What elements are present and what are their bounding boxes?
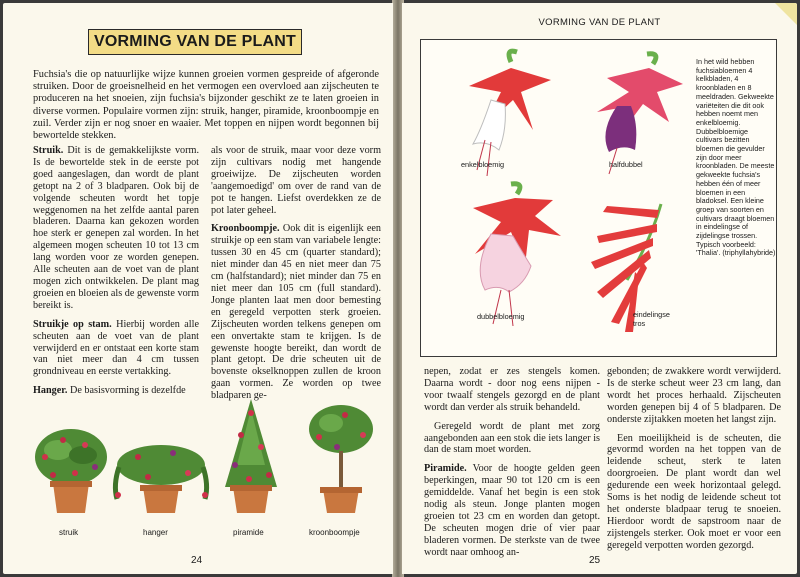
stam-heading: Struikje op stam. <box>33 318 112 330</box>
piramide-heading: Piramide. <box>424 463 467 475</box>
flower-types-figure <box>420 39 777 357</box>
piramide-continued: gebonden; de zwakkere wordt verwijderd. Is de sterke scheut weer 23 cm lang, dan wordt het proces herhaald. Zijscheuten worden genepen bij 4 of 5 bladparen. De onderste zijtakken moeten het langst zijn. <box>607 366 781 425</box>
plant-forms-illustration <box>23 395 385 547</box>
right-column-1 <box>424 366 600 559</box>
label-eindelingse-tros: eindelingse tros <box>633 310 670 328</box>
left-page <box>3 3 393 574</box>
stam-text: Hierbij worden alle scheuten aan de voet van de plant verwijderd en er ontstaat een korte stam van niet meer dan 4 cm tussen grondniveau en eerste vertakking. <box>33 318 199 378</box>
hanger-text: De basisvorming is dezelfde <box>67 385 186 397</box>
hanger-heading: Hanger. <box>33 385 68 397</box>
plant-label-struik: struik <box>59 528 79 537</box>
plant-label-hanger: hanger <box>143 528 168 537</box>
kroon-heading: Kroonboompje. <box>211 223 280 235</box>
halfdubbel-flower-drawing <box>597 54 683 174</box>
left-column-1 <box>33 145 199 404</box>
page-title: VORMING VAN DE PLANT <box>88 29 302 55</box>
piramide-paragraph <box>424 463 600 558</box>
hanger-continued: als voor de struik, maar voor deze vorm zijn cultivars nodig met hangende groeiwijze. De zijscheuten worden 'aangemoedigd' om over de rand van de pot te hangen. Liefst overdekken ze de pot later geheel. <box>211 145 381 216</box>
hanger-plant-drawing <box>115 445 208 513</box>
aanbinden-paragraph: Geregeld wordt de plant met zorg aangebonden aan een stok die iets langer is dan de stam moet worden. <box>424 420 600 456</box>
label-halfdubbel: halfdubbel <box>609 160 643 169</box>
piramide-plant-drawing <box>225 399 277 513</box>
left-column-2 <box>211 145 381 409</box>
plant-forms-drawing <box>23 395 385 527</box>
figure-caption: In het wild hebben fuchsiabloemen 4 kelkbladen, 4 kroonbladen en 8 meeldraden. Gekweekte variëteiten die dit ook hebben noemt men enkelbloemig. Dubbelbloemige cultivars bezitten bloemen die gevulder zijn door meer kroonbladen. De meeste gekweekte fuchsia's hebben één of meer bloemen in een bladoksel. Een kleine groep van soorten en cultivars draagt bloemen in eindelingse of zijdelingse trossen. Typisch voorbeeld: 'Thalia'. (triphyllahybride) <box>696 57 776 258</box>
right-column-2 <box>607 366 781 552</box>
kroonboompje-plant-drawing <box>309 405 373 513</box>
struik-heading: Struik. <box>33 145 64 156</box>
label-enkelbloemig: enkelbloemig <box>461 160 504 169</box>
struik-plant-drawing <box>35 429 107 513</box>
moeilijkheid-paragraph: Een moeilijkheid is de scheuten, die gevormd worden na het toppen van de leidende scheut, sterk te laten doorgroeien. De plant wordt dan wel gedurende een week horizontaal gelegd. Soms is het nodig de leidende scheut tot het onderste bladpaar terug te snoeien. Hierdoor wordt de sapstroom naar de zijstengels sterker. Ook moet er voor een geregeld verpotten worden gezorgd. <box>607 432 781 551</box>
kroon-paragraph <box>211 223 381 402</box>
running-header: VORMING VAN DE PLANT <box>538 17 661 28</box>
page-number-right: 25 <box>589 555 601 566</box>
kroon-continued: nepen, zodat er zes stengels komen. Daarna wordt - door nog eens nijpen - voor twaalf stengels gezorgd en de plant wordt dan verder als struik behandeld. <box>424 366 600 413</box>
plant-label-kroonboompje: kroonboompje <box>309 528 360 537</box>
struik-paragraph <box>33 145 199 312</box>
right-page <box>402 3 797 574</box>
enkelbloemig-flower-drawing <box>469 51 551 176</box>
piramide-text: Voor de hoogte gelden geen beperkingen, maar 90 tot 120 cm is een gemiddelde. Vanaf het begin is een stok nodig als steun. Jonge planten mogen groeien tot 23 cm en worden dan getopt. De scheuten mogen drie of vier paar bladeren vormen. De sterkste van de twee wordt naar omhoog an- <box>424 463 600 558</box>
intro-paragraph: Fuchsia's die op natuurlijke wijze kunnen groeien vormen gespreide of afgeronde struiken. Door de groeisnelheid en het vermogen een overvloed aan zijscheuten te produceren na het snoeien, zijn fuchsia's bijzonder geschikt ze te laten groeien in diverse vormen. Populaire vormen zijn: struik, hanger, piramide, kroonboompje en zuil. Verder zijn er nog snoer en waaier. Met toppen en nijpen wordt begonnen bij bewortelde stekken. <box>33 69 379 142</box>
stam-paragraph <box>33 319 199 379</box>
struik-text: Dit is de gemakkelijkste vorm. Is de bewortelde stek in de eerste pot goed aangeslagen, dan wordt de plant getopt na 2 of 3 bladparen. Ook bij de volgende scheuten wordt het topje weggenomen na het zelfde aantal paren bladeren. Daarna kan gekozen worden hoe sterk er genepen zal worden. In het algemeen mogen scheuten 10 tot 13 cm lang worden voor ze worden genepen. Alle scheuten aan de voet van de plant mogen zich ontwikkelen. De plant mag groeien en bloeien als de gewenste vorm bereikt is. <box>33 145 199 311</box>
label-dubbelbloemig: dubbelbloemig <box>477 312 525 321</box>
plant-label-piramide: piramide <box>233 528 264 537</box>
kroon-text: Ook dit is eigenlijk een struikje op een stam van variabele lengte: tussen 30 en 45 cm (quarter standard); niet minder dan 45 en niet meer dan 75 cm (halfstandard); niet minder dan 75 en niet meer dan 105 cm (full standard). Jonge planten laat men door bemesting en geregeld verpotten sterk groeien. Zijscheuten worden telkens genepen om een onvertakte stam te krijgen. Is de gewenste hoogte bereikt, dan wordt de plant getopt. De drie scheuten uit de bovenste okselknoppen zullen de kroon gaan vormen. Ze worden op twee bladparen ge- <box>211 223 381 402</box>
dubbelbloemig-flower-drawing <box>473 184 561 326</box>
page-number-left: 24 <box>191 555 203 566</box>
flower-types-drawing <box>421 40 691 356</box>
